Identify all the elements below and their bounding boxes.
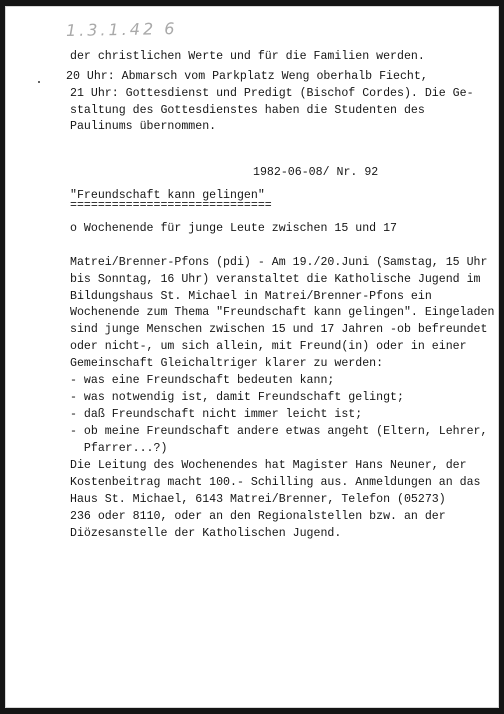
bullet-line: - was notwendig ist, damit Freundschaft gelingt;: [70, 391, 404, 404]
prev-article-line: Paulinums übernommen.: [70, 120, 217, 133]
prev-article-line: 21 Uhr: Gottesdienst und Predigt (Bischof Cordes). Die Ge-: [70, 87, 474, 100]
body-line: Diözesanstelle der Katholischen Jugend.: [70, 527, 342, 540]
article-dateline: 1982-06-08/ Nr. 92: [253, 166, 379, 179]
body-line: Matrei/Brenner-Pfons (pdi) - Am 19./20.Juni (Samstag, 15 Uhr: [70, 256, 488, 269]
body-line: oder nicht-, um sich allein, mit Freund(in) oder in einer: [70, 340, 467, 353]
document-page: [5, 6, 499, 708]
body-line: Bildungshaus St. Michael in Matrei/Brenner-Pfons ein: [70, 290, 432, 303]
body-line: sind junge Menschen zwischen 15 und 17 Jahren -ob befreundet: [70, 323, 488, 336]
article-title: "Freundschaft kann gelingen": [70, 189, 265, 202]
margin-dot: [38, 81, 40, 83]
body-line: Kostenbeitrag macht 100.- Schilling aus. Anmeldungen an das: [70, 476, 481, 489]
article-subtitle: o Wochenende für junge Leute zwischen 15 und 17: [70, 222, 397, 235]
title-underline: =============================: [70, 199, 272, 212]
body-line: Haus St. Michael, 6143 Matrei/Brenner, Telefon (05273): [70, 493, 446, 506]
prev-article-line: staltung des Gottesdienstes haben die Studenten des: [70, 104, 425, 117]
bullet-line: Pfarrer...?): [70, 442, 168, 455]
bullet-line: - daß Freundschaft nicht immer leicht ist;: [70, 408, 363, 421]
bullet-line: - was eine Freundschaft bedeuten kann;: [70, 374, 335, 387]
body-line: Die Leitung des Wochenendes hat Magister Hans Neuner, der: [70, 459, 467, 472]
body-line: Gemeinschaft Gleichaltriger klarer zu werden:: [70, 357, 384, 370]
body-line: Wochenende zum Thema "Freundschaft kann gelingen". Eingeladen: [70, 306, 495, 319]
archive-pencil-mark: 1.3.1.42 6: [65, 19, 178, 40]
body-line: 236 oder 8110, oder an den Regionalstellen bzw. an der: [70, 510, 446, 523]
body-line: bis Sonntag, 16 Uhr) veranstaltet die Katholische Jugend im: [70, 273, 481, 286]
bullet-line: - ob meine Freundschaft andere etwas angeht (Eltern, Lehrer,: [70, 425, 488, 438]
prev-article-line: 20 Uhr: Abmarsch vom Parkplatz Weng oberhalb Fiecht,: [66, 70, 428, 83]
prev-article-line: der christlichen Werte und für die Familien werden.: [70, 50, 425, 63]
